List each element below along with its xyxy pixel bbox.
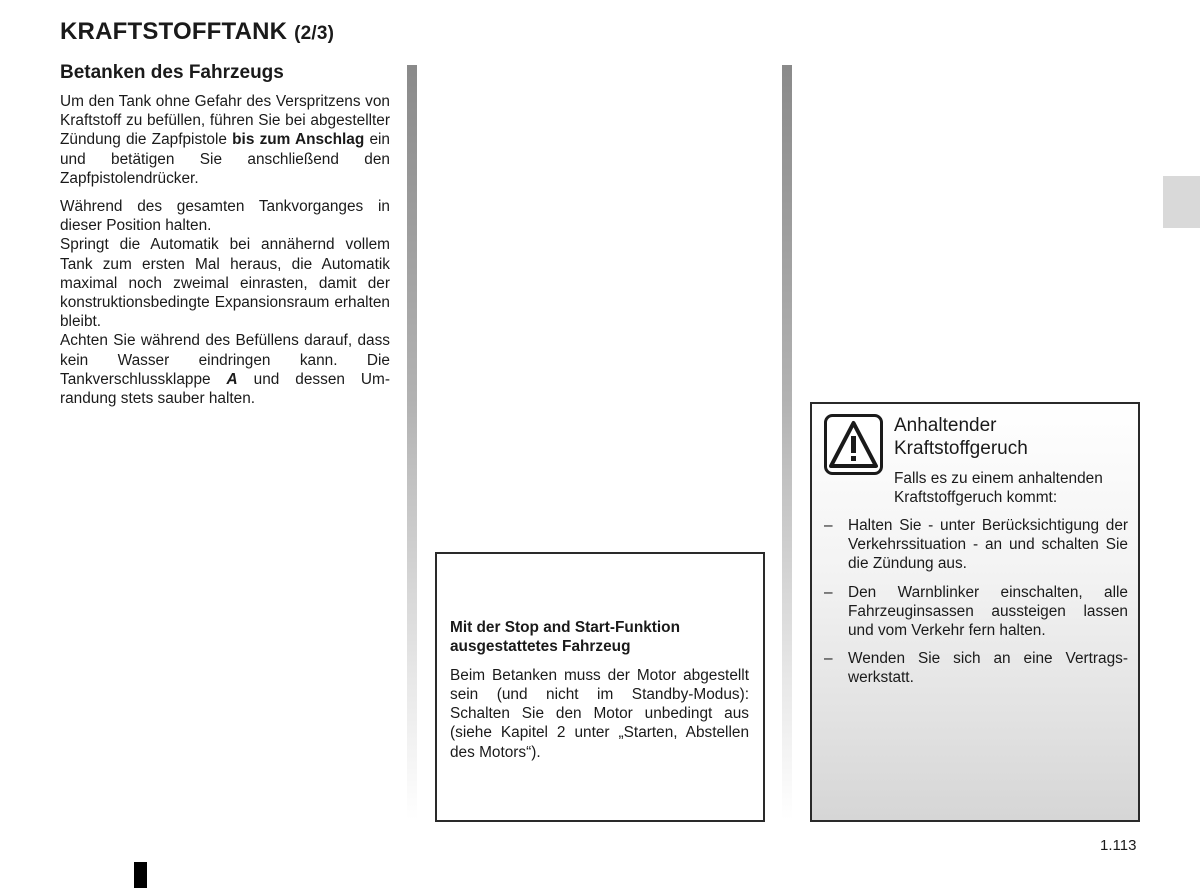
list-dash: – xyxy=(824,650,833,668)
list-dash: – xyxy=(824,517,833,534)
list-item-text: Den Warnblinker einschalten, alle Fahrzeuginsassen aussteigen lassen und vom Verkehr fern halten. xyxy=(848,583,1128,640)
warning-intro: Falls es zu einem anhaltenden Kraftstoffgeruch kommt: xyxy=(894,470,1103,507)
refuel-paragraph-4 xyxy=(60,331,390,408)
refuel-paragraph-1-text-b: ein und betätigen Sie anschließend den Zapfpistolendrücker. xyxy=(60,131,390,187)
refuel-section xyxy=(60,62,390,408)
refuel-paragraph-3: Springt die Automatik bei annähernd vollem Tank zum ersten Mal heraus, die Automatik maximal noch zweimal einrasten, damit der konstruktionsbedingte Expansionsraum erhalten bleibt. xyxy=(60,236,390,331)
refuel-paragraph-2: Während des gesamten Tankvorganges in dieser Position halten. xyxy=(60,198,390,235)
stop-start-title: Mit der Stop and Start-Funktion ausgestattetes Fahrzeug xyxy=(450,619,680,656)
refuel-paragraph-1-bold: bis zum Anschlag xyxy=(232,131,365,149)
column-divider xyxy=(407,65,417,820)
list-item-text: Wenden Sie sich an eine Vertragswerkstatt. xyxy=(848,650,1128,687)
warning-list xyxy=(824,516,1128,697)
stop-start-info-box xyxy=(435,552,765,822)
warning-triangle-icon xyxy=(824,414,883,475)
corner-mark xyxy=(134,862,147,888)
list-item xyxy=(824,649,1128,687)
list-item xyxy=(824,583,1128,641)
section-title: Betanken des Fahrzeugs xyxy=(60,62,284,83)
refuel-paragraph-1 xyxy=(60,92,390,188)
refuel-paragraph-4-text-b: und dessen Umrandung stets sauber halten. xyxy=(60,370,390,408)
refuel-paragraph-1-text-a: Um den Tank ohne Gefahr des Verspritzens von Kraftstoff zu befüllen, führen Sie bei abgestellter Zündung die Zapfpistole xyxy=(60,93,390,149)
page-title-part: (2/3) xyxy=(294,23,335,44)
fuel-odor-warning-box xyxy=(810,402,1140,822)
flap-letter: A xyxy=(226,370,238,388)
list-item xyxy=(824,516,1128,574)
list-item-text: Halten Sie - unter Berücksichtigung der Verkehrssituation - an und schalten Sie die Zündung aus. xyxy=(848,517,1128,573)
page-number: 1.113 xyxy=(1100,837,1137,854)
stop-start-text: Beim Betanken muss der Motor abgestellt sein (und nicht im Standby-Modus): Schalten Sie den Motor unbedingt aus (siehe Kapitel 2 unter „Starten, Abstellen des Motors“). xyxy=(450,666,749,761)
chapter-tab-marker xyxy=(1163,176,1200,228)
page-title-text: KRAFTSTOFFTANK xyxy=(60,18,288,45)
list-dash: – xyxy=(824,583,833,601)
column-divider xyxy=(782,65,792,820)
warning-title: Anhaltender Kraftstoffgeruch xyxy=(894,415,1028,459)
refuel-paragraph-4-text-a: Achten Sie während des Befüllens darauf, dass kein Wasser eindringen kann. Die Tankverschlussklappe xyxy=(60,332,390,388)
page-title xyxy=(60,18,334,46)
